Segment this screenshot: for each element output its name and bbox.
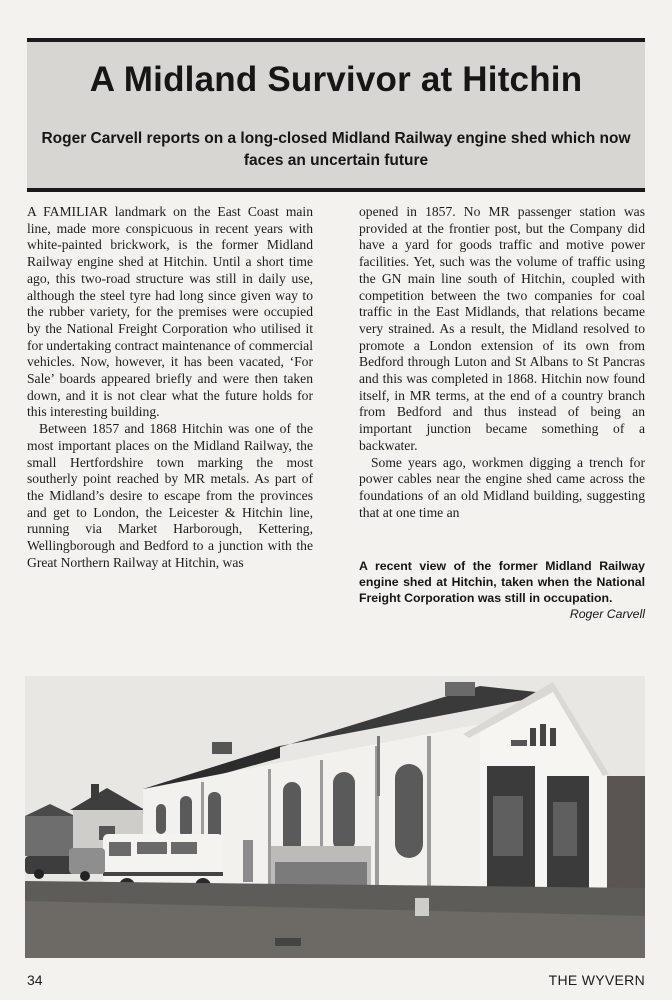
header-bottom-rule xyxy=(27,188,645,192)
paragraph: Between 1857 and 1868 Hitchin was one of the most important places on the Midland Railway, the small Hertfordshire town marking the most southerly point reached by MR metals. As part of the Midland’s desire to escape from the provinces and get to London, the Leicester & Hitchin line, running via Market Harborough, Kettering, Wellingborough and Bedford to a junction with the Great Northern Railway at Hitchin, was xyxy=(27,421,313,570)
article-title: A Midland Survivor at Hitchin xyxy=(89,60,583,99)
article-subtitle: Roger Carvell reports on a long-closed Midland Railway engine shed which now faces an uncertain future xyxy=(41,130,631,169)
article-column-right xyxy=(359,204,645,521)
page-number: 34 xyxy=(27,972,43,988)
photo-credit: Roger Carvell xyxy=(569,607,645,621)
paragraph: Some years ago, workmen digging a trench for power cables near the engine shed came across the foundations of an old Midland building, suggesting that at one time an xyxy=(359,454,645,520)
article-header xyxy=(27,42,645,188)
caption-text: A recent view of the former Midland Railway engine shed at Hitchin, taken when the National Freight Corporation was still in occupation. xyxy=(359,559,645,605)
paragraph: opened in 1857. No MR passenger station was provided at the frontier post, but the Company did have a yard for goods traffic and motive power facilities. Yet, such was the volume of traffic using the GN main line south of Hitchin, coupled with competition between the two companies for coal traffic in the East Midlands, that relations became very strained. As a result, the Midland resolved to promote a London extension of its own from Bedford through Luton and St Albans to St Pancras and this was completed in 1868. Hitchin now found itself, in MR terms, at the end of a country branch from Bedford and thus instead of being an important junction became something of a backwater. xyxy=(359,204,645,453)
paragraph: A FAMILIAR landmark on the East Coast main line, made more conspicuous in recent years with white-painted brickwork, is the former Midland Railway engine shed at Hitchin. Until a short time ago, this two-road structure was still in daily use, although the steel tyre had long since given way to the rubber variety, for the premises were occupied by the National Freight Corporation who utilised it for undertaking contract maintenance of commercial vehicles. Now, however, it has been vacated, ‘For Sale’ boards appeared briefly and were then taken down, and it is not clear what the future holds for this interesting building. xyxy=(27,204,313,420)
engine-shed-photo xyxy=(25,676,645,958)
photo-caption xyxy=(359,558,645,622)
article-column-left xyxy=(27,204,313,571)
publication-name: THE WYVERN xyxy=(548,972,645,988)
